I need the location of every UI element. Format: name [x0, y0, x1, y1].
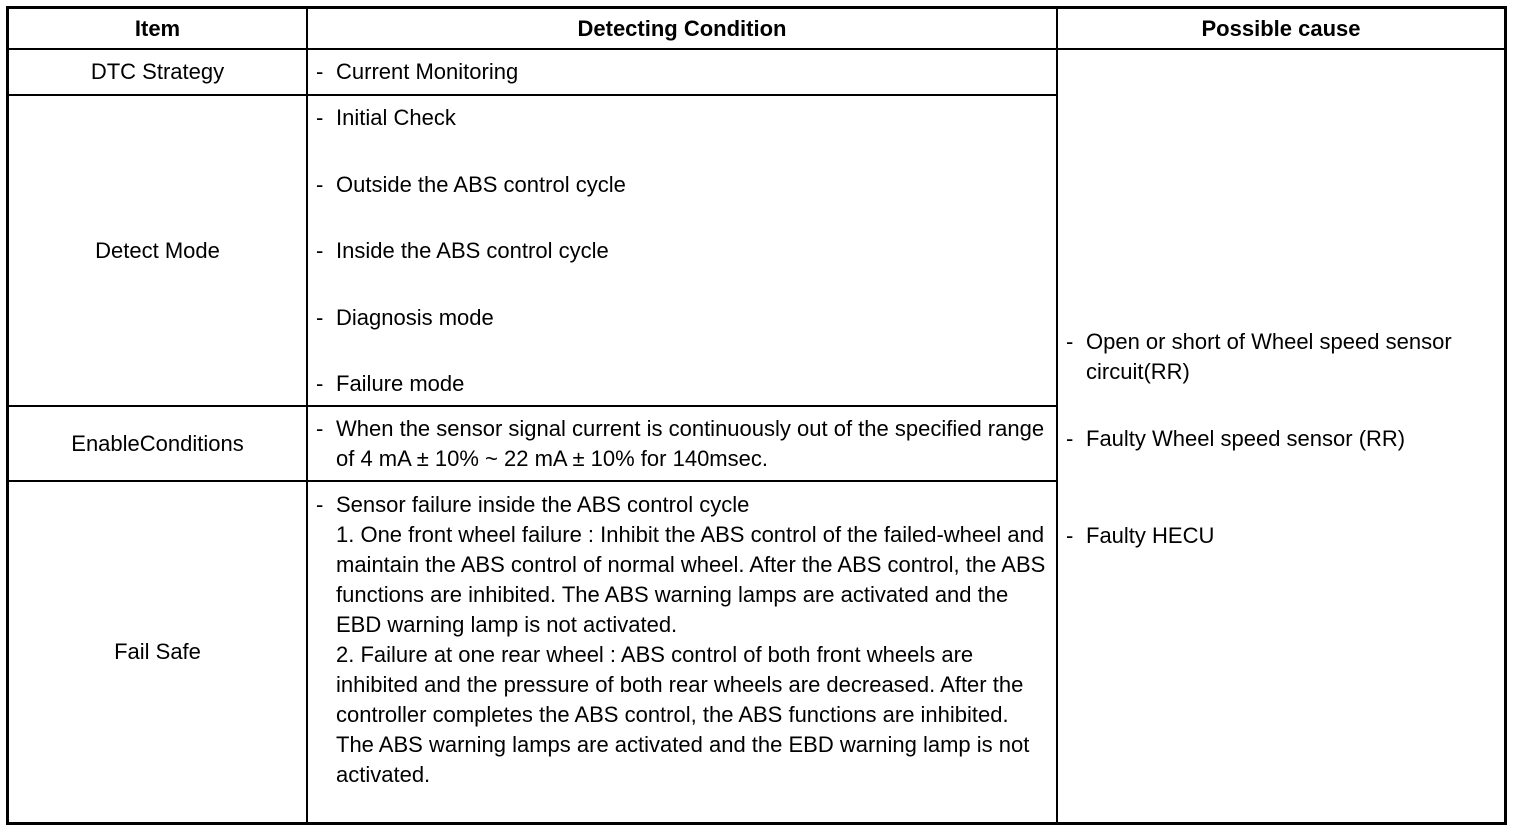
fail-safe-detail [336, 490, 1051, 790]
list-item: - Initial Check [316, 105, 456, 130]
list-item: - Diagnosis mode [316, 305, 494, 330]
header-item: Item [134, 15, 181, 41]
fail-safe-point: 2. Failure at one rear wheel : ABS control of both front wheels are inhibited and the pressure of both rear wheels are decreased. After the controller completes the ABS control, the ABS functions are inhibited. The ABS warning lamps are activated and the EBD warning lamp is not activated. [336, 642, 1030, 787]
condition-detect-mode [316, 103, 1051, 399]
list-item: - Open or short of Wheel speed sensor circuit(RR) [1066, 329, 1452, 384]
condition-dtc-strategy [316, 57, 1051, 87]
dtc-table [6, 6, 1507, 825]
list-item: - Current Monitoring [316, 59, 519, 84]
list-item: - Faulty HECU [1066, 523, 1215, 548]
list-item: - Failure mode [316, 371, 465, 396]
possible-cause-list [1066, 327, 1502, 551]
fail-safe-intro: Sensor failure inside the ABS control cycle [336, 492, 750, 517]
condition-enable-conditions [316, 414, 1051, 474]
item-enable-conditions: EnableConditions [71, 430, 244, 456]
header-possible-cause: Possible cause [1201, 15, 1361, 41]
fail-safe-point: 1. One front wheel failure : Inhibit the ABS control of the failed-wheel and maintain the ABS control of normal wheel. After the ABS control, the ABS functions are inhibited. The ABS warning lamps are activated and the EBD warning lamp is not activated. [336, 522, 1046, 637]
item-fail-safe: Fail Safe [114, 639, 201, 664]
possible-cause-cell [1058, 50, 1504, 822]
header-detecting-condition: Detecting Condition [577, 15, 787, 41]
item-detect-mode: Detect Mode [95, 237, 220, 263]
list-item: - Sensor failure inside the ABS control cycle 1. One front wheel failure : Inhibit the ABS control of the failed-wheel and maintain the ABS control of normal wheel. After the ABS control, the ABS functions are inhibited. The ABS warning lamps are activated and the EBD warning lamp is not activated. 2. Failure at one rear wheel : ABS control of both front wheels are inhibited and the pressure of both rear wheels are decreased. After the controller completes the ABS control, the ABS functions are inhibited. The ABS warning lamps are activated and the EBD warning lamp is not activated. [316, 490, 1051, 790]
list-item: - When the sensor signal current is continuously out of the specified range of 4 mA ± 10% ~ 22 mA ± 10% for 140msec. [316, 416, 1045, 471]
list-item: - Outside the ABS control cycle [316, 172, 626, 197]
list-item: - Faulty Wheel speed sensor (RR) [1066, 426, 1406, 451]
list-item: - Inside the ABS control cycle [316, 238, 609, 263]
column-divider [306, 9, 308, 822]
item-dtc-strategy: DTC Strategy [90, 59, 225, 84]
condition-fail-safe [316, 490, 1051, 790]
